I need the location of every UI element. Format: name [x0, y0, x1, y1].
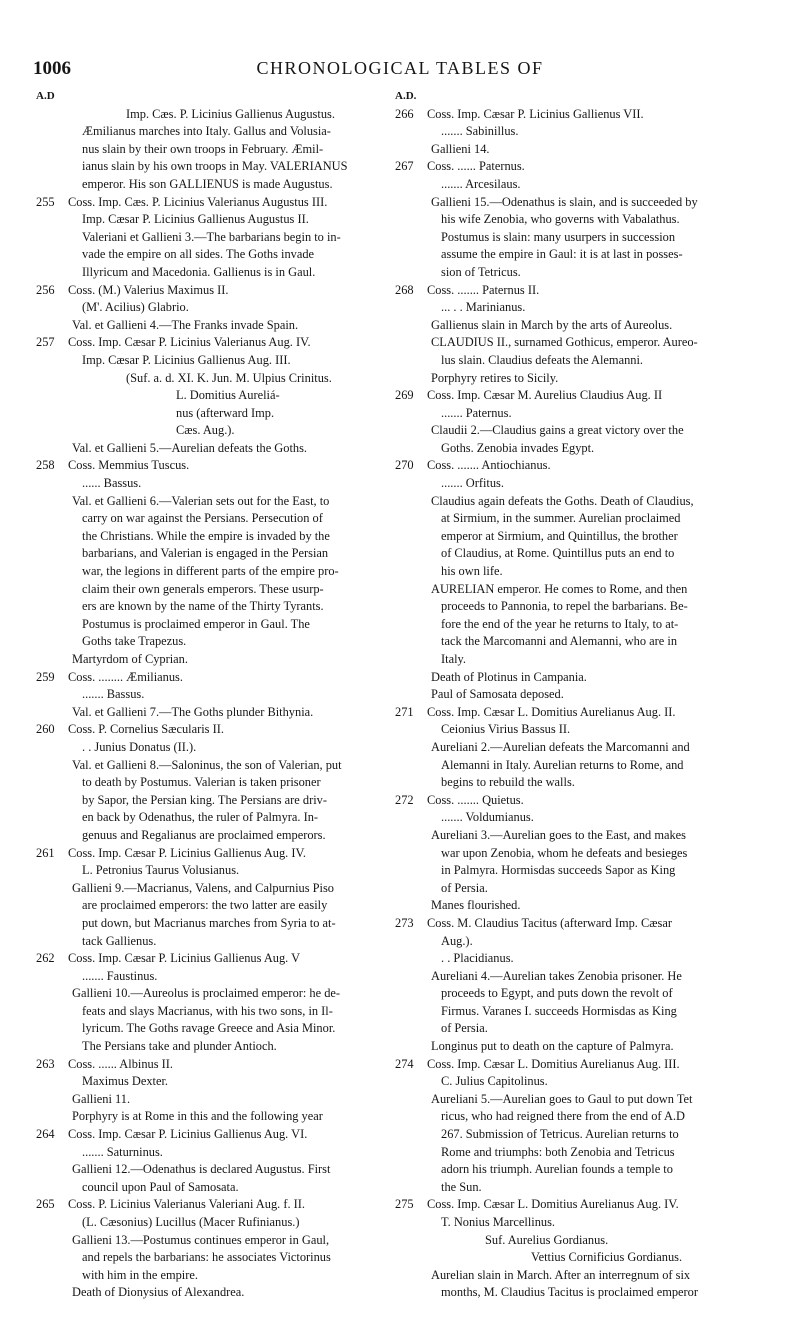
entry-line: Manes flourished.: [431, 898, 521, 913]
entry-line: ricus, who had reigned there from the end of A.D: [441, 1109, 685, 1124]
entry-line: Porphyry is at Rome in this and the following year: [72, 1109, 323, 1124]
year-entry: [395, 1196, 767, 1302]
right-column: [395, 88, 767, 1302]
entry-line: Coss. P. Licinius Valerianus Valeriani Aug. f. II.: [68, 1197, 306, 1212]
entry-line: Longinus put to death on the capture of Palmyra.: [431, 1039, 674, 1054]
year-label: 263: [36, 1056, 55, 1071]
entry-line: Aurelian slain in March. After an interregnum of six: [431, 1267, 691, 1282]
entry-line: to death by Postumus. Valerian is taken prisoner: [82, 775, 321, 790]
year-label: 260: [36, 722, 55, 737]
entry-line: Imp. Cæsar P. Licinius Gallienus Augustus II.: [82, 212, 309, 227]
entry-line: proceeds to Pannonia, to repel the barbarians. Be-: [441, 599, 688, 614]
year-entry: [36, 457, 386, 668]
entry-line: Rome and triumphs: both Zenobia and Tetricus: [441, 1144, 675, 1159]
entry-line: Coss. ...... Albinus II.: [68, 1056, 173, 1071]
year-label: 257: [36, 335, 55, 350]
entry-line: Coss. (M.) Valerius Maximus II.: [68, 282, 229, 297]
entry-line: assume the empire in Gaul: it is at last in posses-: [441, 247, 683, 262]
entry-line: with him in the empire.: [82, 1267, 198, 1282]
entry-line: proceeds to Egypt, and puts down the revolt of: [441, 986, 673, 1001]
entry-line: are proclaimed emperors: the two latter are easily: [82, 898, 328, 913]
entry-line: Death of Dionysius of Alexandrea.: [72, 1285, 245, 1300]
entry-line: Æmilianus marches into Italy. Gallus and Volusia-: [82, 124, 331, 139]
year-label: 265: [36, 1197, 55, 1212]
entry-line: Goths. Zenobia invades Egypt.: [441, 440, 595, 455]
year-label: 258: [36, 458, 55, 473]
entry-line: Alemanni in Italy. Aurelian returns to Rome, and: [441, 757, 684, 772]
entry-line: Postumus is slain: many usurpers in succession: [441, 229, 676, 244]
entry-line: Val. et Gallieni 8.—Saloninus, the son of Valerian, put: [72, 757, 342, 772]
entry-line: Gallieni 9.—Macrianus, Valens, and Calpurnius Piso: [72, 880, 335, 895]
entry-line: genuus and Regalianus are proclaimed emperors.: [82, 827, 326, 842]
entry-line: Porphyry retires to Sicily.: [431, 370, 559, 385]
entry-line: tack the Marcomanni and Alemanni, who are in: [441, 634, 678, 649]
entry-line: nus (afterward Imp.: [176, 405, 275, 420]
entry-line: Coss. Imp. Cæs. P. Licinius Valerianus Augustus III.: [68, 194, 328, 209]
entry-line: T. Nonius Marcellinus.: [441, 1215, 556, 1229]
entry-line: ....... Saturninus.: [82, 1144, 163, 1159]
year-entry: [36, 1056, 386, 1126]
entry-line: Aureliani 2.—Aurelian defeats the Marcomanni and: [431, 739, 690, 754]
entry-line: Martyrdom of Cyprian.: [72, 652, 188, 666]
entry-line: ....... Bassus.: [82, 687, 145, 702]
entry-line: Suf. Aurelius Gordianus.: [485, 1232, 609, 1247]
entry-line: lus slain. Claudius defeats the Alemanni.: [441, 352, 644, 367]
year-entry: [36, 194, 386, 282]
entry-line: put down, but Macrianus marches from Syria to at-: [82, 915, 336, 930]
left-entries: [36, 106, 386, 1302]
entry-line: Coss. ....... Quietus.: [427, 792, 524, 807]
year-label: 271: [395, 704, 414, 719]
entry-line: adorn his triumph. Aurelian founds a temple to: [441, 1162, 673, 1177]
year-entry: [395, 457, 767, 703]
entry-line: Gallienus slain in March by the arts of Aureolus.: [431, 317, 673, 332]
entry-line: the Christians. While the empire is invaded by the: [82, 528, 330, 543]
entry-line: Coss. P. Cornelius Sæcularis II.: [68, 722, 224, 737]
entry-line: vade the empire on all sides. The Goths invade: [82, 247, 315, 262]
entry-line: Gallieni 12.—Odenathus is declared Augustus. First: [72, 1162, 331, 1177]
entry-line: ....... Arcesilaus.: [441, 176, 521, 191]
year-entry: [395, 282, 767, 388]
entry-line: Gallieni 15.—Odenathus is slain, and is succeeded by: [431, 194, 698, 209]
entry-line: claim their own generals emperors. These usurp-: [82, 581, 324, 596]
year-label: 275: [395, 1197, 414, 1212]
entry-line: Val. et Gallieni 4.—The Franks invade Spain.: [72, 317, 299, 332]
entry-line: Claudius again defeats the Goths. Death of Claudius,: [431, 493, 694, 508]
entry-line: Imp. Cæsar P. Licinius Gallienus Aug. III.: [82, 352, 291, 367]
entry-line: en back by Odenathus, the ruler of Palmyra. In-: [82, 810, 319, 825]
entry-line: Imp. Cæs. P. Licinius Gallienus Augustus.: [126, 106, 335, 121]
year-entry: [36, 721, 386, 844]
entry-line: (Suf. a. d. XI. K. Jun. M. Ulpius Crinitus.: [126, 370, 332, 385]
entry-line: Val. et Gallieni 7.—The Goths plunder Bithynia.: [72, 704, 314, 719]
entry-line: Firmus. Varanes I. succeeds Hormisdas as King: [441, 1003, 677, 1018]
year-label: 270: [395, 458, 414, 473]
entry-line: Coss. Imp. Cæsar P. Licinius Gallienus Aug. VI.: [68, 1127, 308, 1142]
entry-line: (L. Cæsonius) Lucillus (Macer Rufinianus.): [82, 1215, 300, 1229]
entry-line: Valeriani et Gallieni 3.—The barbarians begin to in-: [82, 229, 341, 244]
entry-line: ...... Bassus.: [82, 476, 142, 491]
right-entries: [395, 106, 767, 1302]
entry-line: Coss. Imp. Cæsar M. Aurelius Claudius Aug. II: [427, 388, 663, 403]
year-entry: [395, 915, 767, 1056]
year-entry: [395, 704, 767, 792]
year-label: 261: [36, 845, 55, 860]
entry-line: and repels the barbarians: he associates Victorinus: [82, 1250, 331, 1265]
year-label: 255: [36, 194, 55, 209]
entry-line: Val. et Gallieni 5.—Aurelian defeats the Goths.: [72, 440, 308, 455]
entry-line: Illyricum and Macedonia. Gallienus is in Gaul.: [82, 264, 316, 279]
entry-line: his own life.: [441, 564, 503, 579]
year-entry: [395, 792, 767, 915]
entry-line: ....... Faustinus.: [82, 968, 158, 983]
entry-line: Gallieni 11.: [72, 1091, 131, 1106]
entry-line: Aureliani 3.—Aurelian goes to the East, and makes: [431, 827, 686, 842]
entry-line: AURELIAN emperor. He comes to Rome, and then: [431, 581, 688, 596]
entry-line: sion of Tetricus.: [441, 264, 521, 279]
entry-line: (M'. Acilius) Glabrio.: [82, 300, 189, 315]
year-entry: [395, 158, 767, 281]
year-entry: [36, 950, 386, 1056]
entry-line: ....... Orfitus.: [441, 476, 504, 491]
entry-line: Coss. Imp. Cæsar P. Licinius Valerianus Aug. IV.: [68, 335, 311, 350]
entry-line: Coss. Imp. Cæsar P. Licinius Gallienus Aug. IV.: [68, 845, 306, 860]
entry-line: council upon Paul of Samosata.: [82, 1179, 239, 1194]
entry-line: war upon Zenobia, whom he defeats and besieges: [441, 845, 688, 860]
year-entry: [36, 1196, 386, 1302]
entry-line: Coss. Memmius Tuscus.: [68, 458, 190, 473]
entry-line: of Persia.: [441, 1021, 488, 1036]
entry-line: emperor. His son GALLIENUS is made Augustus.: [82, 176, 333, 191]
entry-line: C. Julius Capitolinus.: [441, 1074, 548, 1089]
page-number: 1006: [33, 58, 71, 79]
year-entry: [395, 1056, 767, 1197]
year-entry: [36, 106, 386, 194]
year-entry: [36, 669, 386, 722]
entry-line: Claudii 2.—Claudius gains a great victory over the: [431, 423, 684, 438]
entry-line: ers are known by the name of the Thirty Tyrants.: [82, 599, 324, 614]
entry-line: Aureliani 4.—Aurelian takes Zenobia prisoner. He: [431, 968, 682, 983]
entry-line: the Sun.: [441, 1179, 482, 1194]
entry-line: Coss. ...... Paternus.: [427, 159, 525, 174]
running-title: CHRONOLOGICAL TABLES OF: [256, 58, 544, 78]
entry-line: months, M. Claudius Tacitus is proclaimed emperor: [441, 1285, 699, 1300]
entry-line: Gallieni 14.: [431, 141, 490, 156]
left-column-heading: A.D: [36, 90, 55, 102]
entry-line: . . Junius Donatus (II.).: [82, 739, 197, 754]
entry-line: L. Petronius Taurus Volusianus.: [82, 863, 240, 878]
entry-line: carry on war against the Persians. Persecution of: [82, 511, 323, 526]
year-label: 274: [395, 1056, 414, 1071]
entry-line: Coss. Imp. Cæsar P. Licinius Gallienus VII.: [427, 106, 644, 121]
entry-line: The Persians take and plunder Antioch.: [82, 1039, 277, 1054]
year-label: 262: [36, 951, 55, 966]
entry-line: fore the end of the year he returns to Italy, to at-: [441, 616, 679, 631]
year-entry: [36, 845, 386, 951]
year-entry: [36, 334, 386, 457]
entry-line: his wife Zenobia, who governs with Vabalathus.: [441, 212, 680, 227]
entry-line: ... . . Marinianus.: [441, 300, 526, 315]
year-label: 268: [395, 282, 414, 297]
entry-line: Maximus Dexter.: [82, 1074, 169, 1089]
entry-line: Paul of Samosata deposed.: [431, 687, 564, 702]
entry-line: emperor at Sirmium, and Quintillus, the brother: [441, 528, 678, 543]
year-label: 264: [36, 1127, 55, 1142]
entry-line: feats and slays Macrianus, with his two sons, in Il-: [82, 1003, 333, 1018]
entry-line: Coss. Imp. Cæsar L. Domitius Aurelianus Aug. IV.: [427, 1197, 679, 1212]
entry-line: Aureliani 5.—Aurelian goes to Gaul to put down Tet: [431, 1091, 693, 1106]
entry-line: Coss. Imp. Cæsar P. Licinius Gallienus Aug. V: [68, 951, 301, 966]
page-header: [0, 58, 800, 84]
entry-line: war, the legions in different parts of the empire pro-: [82, 564, 339, 579]
entry-line: ....... Sabinillus.: [441, 124, 519, 139]
entry-line: Coss. ....... Paternus II.: [427, 282, 540, 297]
year-entry: [395, 106, 767, 159]
entry-line: Goths take Trapezus.: [82, 634, 187, 649]
year-label: 272: [395, 792, 414, 807]
entry-line: Death of Plotinus in Campania.: [431, 669, 587, 684]
entry-line: by Sapor, the Persian king. The Persians are driv-: [82, 792, 327, 807]
entry-line: ianus slain by his own troops in May. VALERIANUS: [82, 159, 348, 174]
entry-line: at Sirmium, in the summer. Aurelian proclaimed: [441, 511, 681, 526]
year-label: 266: [395, 106, 414, 121]
year-label: 269: [395, 388, 414, 403]
year-label: 256: [36, 282, 55, 297]
entry-line: tack Gallienus.: [82, 933, 157, 948]
year-label: 267: [395, 159, 414, 174]
entry-line: Postumus is proclaimed emperor in Gaul. The: [82, 616, 310, 631]
entry-line: ....... Paternus.: [441, 405, 512, 420]
entry-line: Coss. M. Claudius Tacitus (afterward Imp. Cæsar: [427, 915, 672, 930]
year-label: 273: [395, 915, 414, 930]
entry-line: ....... Voldumianus.: [441, 810, 534, 825]
right-column-heading: A.D.: [395, 90, 417, 102]
entry-line: CLAUDIUS II., surnamed Gothicus, emperor. Aureo-: [431, 335, 698, 350]
entry-line: nus slain by their own troops in February. Æmil-: [82, 141, 324, 156]
entry-line: Val. et Gallieni 6.—Valerian sets out for the East, to: [72, 493, 330, 508]
entry-line: barbarians, and Valerian is engaged in the Persian: [82, 546, 329, 561]
entry-line: Gallieni 13.—Postumus continues emperor in Gaul,: [72, 1232, 330, 1247]
entry-line: Coss. Imp. Cæsar L. Domitius Aurelianus Aug. II.: [427, 704, 676, 719]
entry-line: 267. Submission of Tetricus. Aurelian returns to: [441, 1127, 679, 1142]
year-entry: [395, 387, 767, 457]
entry-line: Coss. Imp. Cæsar L. Domitius Aurelianus Aug. III.: [427, 1056, 680, 1071]
entry-line: in Palmyra. Hormisdas succeeds Sapor as King: [441, 863, 676, 878]
entry-line: of Claudius, at Rome. Quintillus puts an end to: [441, 546, 675, 561]
year-entry: [36, 1126, 386, 1196]
entry-line: Coss. ....... Antiochianus.: [427, 458, 551, 473]
entry-line: L. Domitius Aureliá-: [176, 388, 280, 403]
year-entry: [36, 282, 386, 335]
entry-line: . . Placidianus.: [441, 951, 514, 966]
entry-line: begins to rebuild the walls.: [441, 775, 575, 790]
entry-line: Italy.: [441, 652, 466, 666]
entry-line: Ceionius Virius Bassus II.: [441, 722, 571, 737]
entry-line: lyricum. The Goths ravage Greece and Asia Minor.: [82, 1021, 336, 1036]
entry-line: Vettius Cornificius Gordianus.: [531, 1250, 683, 1265]
year-label: 259: [36, 669, 55, 684]
entry-line: Gallieni 10.—Aureolus is proclaimed emperor: he de-: [72, 986, 341, 1001]
entry-line: Cæs. Aug.).: [176, 423, 235, 438]
entry-line: Coss. ........ Æmilianus.: [68, 669, 183, 684]
entry-line: Aug.).: [441, 933, 473, 948]
entry-line: of Persia.: [441, 880, 488, 895]
left-column: [36, 88, 386, 1302]
